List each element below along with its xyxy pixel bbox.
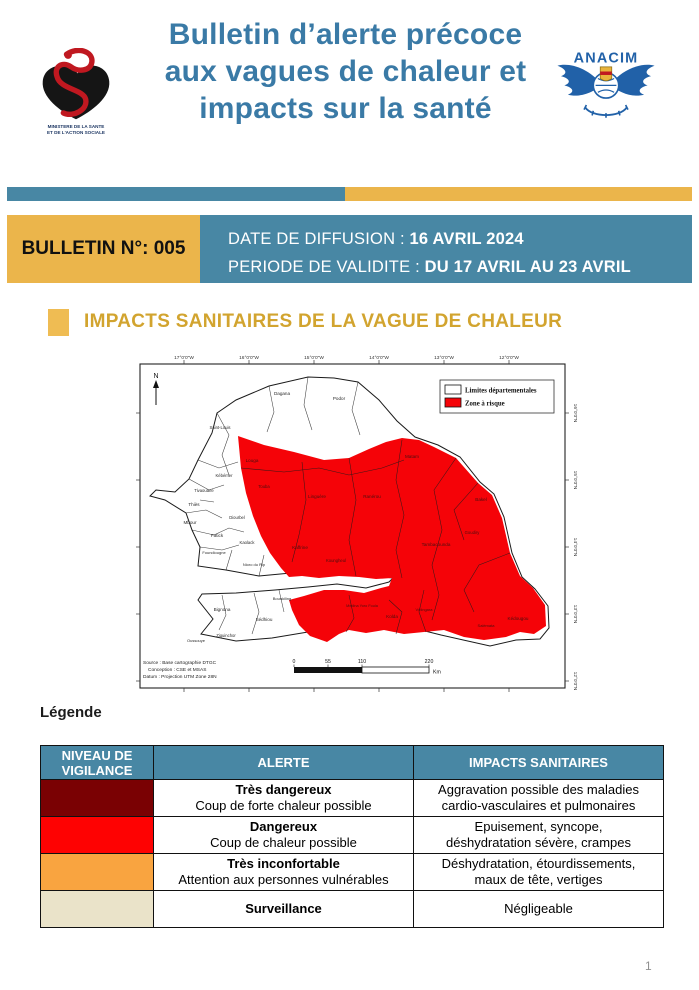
svg-text:Louga: Louga bbox=[245, 458, 259, 463]
svg-text:Foundiougne: Foundiougne bbox=[202, 550, 226, 555]
svg-text:220: 220 bbox=[424, 659, 434, 665]
svg-text:12°0'0"N: 12°0'0"N bbox=[572, 671, 577, 691]
svg-text:Dagana: Dagana bbox=[273, 391, 291, 396]
svg-text:Source : Base cartographie DTG: Source : Base cartographie DTGC bbox=[143, 661, 217, 666]
impact-cell: Epuisement, syncope, déshydratation sévère, crampes bbox=[414, 817, 664, 854]
svg-text:ANACIM: ANACIM bbox=[573, 50, 639, 67]
svg-text:17°0'0"W: 17°0'0"W bbox=[174, 356, 194, 361]
divider-bar-yellow bbox=[345, 187, 692, 201]
svg-text:110: 110 bbox=[357, 659, 367, 665]
section-title: IMPACTS SANITAIRES DE LA VAGUE DE CHALEUR bbox=[84, 311, 563, 332]
vigilance-table bbox=[40, 745, 664, 928]
section-bullet-square bbox=[48, 309, 69, 336]
svg-text:Km: Km bbox=[433, 669, 441, 676]
diffusion-date-line: DATE DE DIFFUSION : 16 AVRIL 2024 bbox=[228, 230, 524, 248]
svg-text:N: N bbox=[153, 373, 159, 380]
senegal-map bbox=[134, 350, 604, 698]
alert-cell: Très inconfortable Attention aux personnes vulnérables bbox=[154, 854, 414, 891]
level-swatch bbox=[41, 817, 154, 854]
table-row bbox=[41, 891, 664, 928]
impact-cell: Négligeable bbox=[414, 891, 664, 928]
table-header-row bbox=[41, 746, 664, 780]
header-niveau: NIVEAU DE VIGILANCE bbox=[41, 746, 154, 780]
legend-swatch-limits bbox=[445, 385, 461, 394]
map-source-text bbox=[143, 660, 217, 680]
svg-text:Oussouye: Oussouye bbox=[186, 638, 206, 643]
divider-bar bbox=[7, 187, 692, 201]
level-swatch bbox=[41, 891, 154, 928]
svg-text:Tambacounda: Tambacounda bbox=[421, 542, 451, 547]
page-title: Bulletin d’alerte précoce aux vagues de chaleur et impacts sur la santé bbox=[164, 18, 527, 125]
svg-text:Salémata: Salémata bbox=[477, 623, 495, 628]
map-legend bbox=[440, 380, 554, 413]
svg-text:Matam: Matam bbox=[404, 454, 420, 459]
svg-text:Bignona: Bignona bbox=[213, 607, 231, 612]
legend-title: Légende bbox=[40, 704, 102, 721]
header-impacts: IMPACTS SANITAIRES bbox=[414, 746, 664, 780]
svg-text:Kolda: Kolda bbox=[386, 614, 398, 619]
svg-text:Sédhiou: Sédhiou bbox=[255, 617, 273, 622]
ministry-logo-graphic bbox=[28, 48, 124, 124]
divider-bar-teal bbox=[7, 187, 345, 201]
svg-text:Linguère: Linguère bbox=[308, 494, 326, 499]
svg-text:Vélingara: Vélingara bbox=[415, 607, 433, 612]
svg-text:Touba: Touba bbox=[258, 484, 270, 489]
validity-period-line: PERIODE DE VALIDITE : DU 17 AVRIL AU 23 AVRIL bbox=[228, 258, 631, 276]
svg-text:Nioro du Rip: Nioro du Rip bbox=[242, 562, 266, 567]
svg-text:13°0'0"N: 13°0'0"N bbox=[572, 604, 577, 624]
svg-text:Bounkiling: Bounkiling bbox=[272, 596, 292, 601]
level-swatch bbox=[41, 854, 154, 891]
ministry-name: MINISTERE DE LA SANTE ET DE L'ACTION SOCIALE bbox=[46, 124, 105, 135]
svg-text:Mbour: Mbour bbox=[183, 520, 197, 525]
alert-cell: Surveillance bbox=[154, 891, 414, 928]
svg-text:14°0'0"N: 14°0'0"N bbox=[572, 537, 577, 557]
anacim-logo-graphic bbox=[554, 46, 658, 134]
svg-text:Kédougou: Kédougou bbox=[507, 616, 529, 621]
table-row bbox=[41, 817, 664, 854]
svg-text:16°0'0"N: 16°0'0"N bbox=[572, 403, 577, 423]
table-row bbox=[41, 854, 664, 891]
level-swatch bbox=[41, 780, 154, 817]
svg-text:16°0'0"W: 16°0'0"W bbox=[239, 356, 259, 361]
legend-swatch-risk bbox=[445, 398, 461, 407]
bulletin-info bbox=[200, 215, 692, 283]
svg-text:Ziguinchor: Ziguinchor bbox=[216, 633, 236, 638]
svg-text:Médina Yoro Foula: Médina Yoro Foula bbox=[346, 604, 378, 608]
alert-cell: Dangereux Coup de chaleur possible bbox=[154, 817, 414, 854]
alert-cell: Très dangereux Coup de forte chaleur possible bbox=[154, 780, 414, 817]
svg-text:Conception : CSE et MSAS: Conception : CSE et MSAS bbox=[148, 668, 207, 673]
svg-text:Thiès: Thiès bbox=[188, 502, 200, 507]
svg-text:Ranérou: Ranérou bbox=[363, 494, 381, 499]
heat-risk-map bbox=[134, 350, 604, 698]
bulletin-number: BULLETIN N°: 005 bbox=[7, 215, 200, 283]
bulletin-bar bbox=[7, 215, 692, 283]
page-number: 1 bbox=[645, 959, 652, 973]
svg-text:Kébémer: Kébémer bbox=[215, 473, 233, 478]
svg-text:14°0'0"W: 14°0'0"W bbox=[369, 356, 389, 361]
anacim-logo bbox=[554, 46, 658, 134]
svg-text:Goudiry: Goudiry bbox=[464, 530, 480, 535]
svg-text:Datum : Projection UTM Zone 28: Datum : Projection UTM Zone 28N bbox=[143, 675, 217, 680]
impact-cell: Déshydratation, étourdissements, maux de tête, vertiges bbox=[414, 854, 664, 891]
legend-label-limits: Limites départementales bbox=[465, 387, 537, 395]
svg-text:Tivaouane: Tivaouane bbox=[194, 488, 214, 493]
svg-text:Diourbel: Diourbel bbox=[229, 515, 245, 520]
svg-text:Bakel: Bakel bbox=[475, 497, 487, 502]
svg-text:15°0'0"N: 15°0'0"N bbox=[572, 470, 577, 490]
impact-cell: Aggravation possible des maladies cardio-vasculaires et pulmonaires bbox=[414, 780, 664, 817]
table-row bbox=[41, 780, 664, 817]
legend-label-risk: Zone à risque bbox=[465, 400, 505, 408]
section-heading bbox=[48, 308, 562, 336]
svg-text:0: 0 bbox=[292, 659, 296, 665]
svg-text:Koungheul: Koungheul bbox=[325, 558, 347, 563]
svg-text:55: 55 bbox=[325, 659, 331, 665]
svg-text:Saint-Louis: Saint-Louis bbox=[209, 425, 231, 430]
svg-text:Podor: Podor bbox=[332, 396, 346, 401]
svg-text:Kaolack: Kaolack bbox=[239, 540, 255, 545]
ministry-logo bbox=[28, 48, 124, 144]
svg-text:Fatick: Fatick bbox=[210, 533, 224, 538]
svg-text:13°0'0"W: 13°0'0"W bbox=[434, 356, 454, 361]
svg-text:15°0'0"W: 15°0'0"W bbox=[304, 356, 324, 361]
svg-text:12°0'0"W: 12°0'0"W bbox=[499, 356, 519, 361]
svg-text:Kaffrine: Kaffrine bbox=[292, 545, 308, 550]
header-alerte: ALERTE bbox=[154, 746, 414, 780]
